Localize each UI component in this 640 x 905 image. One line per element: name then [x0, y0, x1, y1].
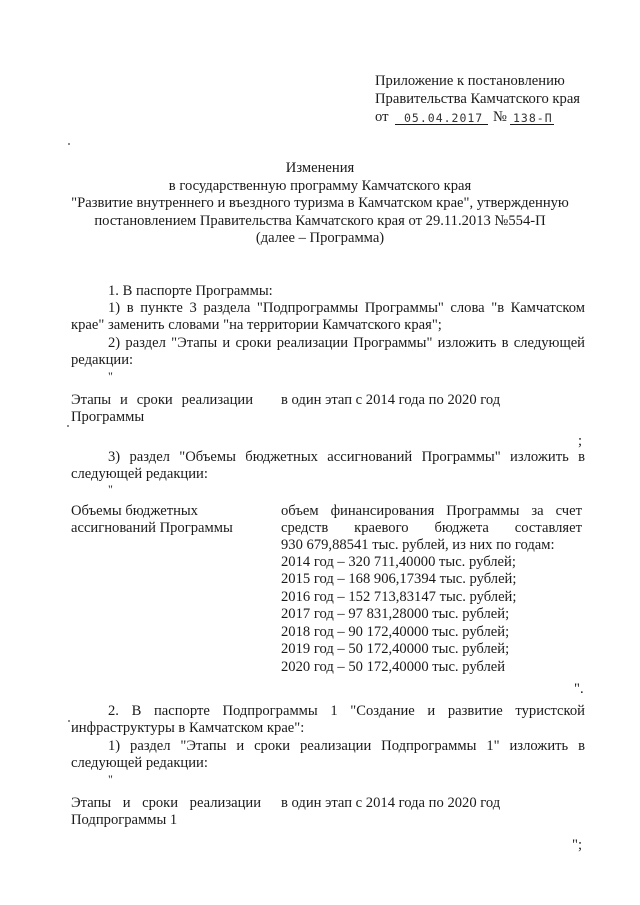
- close-3: ";: [572, 837, 583, 853]
- table2-right-line3: 930 679,88541 тыс. рублей, из них по годам:: [281, 537, 555, 553]
- quote-open-1: ": [108, 369, 113, 383]
- year-row-2016: 2016 год – 152 713,83147 тыс. рублей;: [281, 589, 517, 605]
- section1-item1-line1: 1) в пункте 3 раздела "Подпрограммы Программы" слова "в Камчатском: [108, 300, 585, 316]
- year-row-2019: 2019 год – 50 172,40000 тыс. рублей;: [281, 641, 510, 657]
- table3-right: в один этап с 2014 года по 2020 год: [281, 795, 501, 811]
- number-underline: [510, 124, 554, 125]
- close-1: ;: [578, 433, 583, 449]
- quote-open-2: ": [108, 482, 113, 496]
- table2-left-line2: ассигнований Программы: [71, 520, 233, 536]
- appendix-header-line1: Приложение к постановлению: [375, 73, 565, 89]
- table1-left-line2: Программы: [71, 409, 145, 425]
- table3-left-line2: Подпрограммы 1: [71, 812, 178, 828]
- year-row-2014: 2014 год – 320 711,40000 тыс. рублей;: [281, 554, 516, 570]
- year-row-2020: 2020 год – 50 172,40000 тыс. рублей: [281, 659, 506, 675]
- appendix-header-line2: Правительства Камчатского края: [375, 91, 581, 107]
- scan-speck: [68, 143, 70, 145]
- section2-line1: 2. В паспорте Подпрограммы 1 "Создание и развитие туристской: [108, 703, 585, 719]
- table3-left-line1: Этапы и сроки реализации: [71, 795, 261, 811]
- appendix-date-prefix: от: [375, 109, 389, 125]
- appendix-number-prefix: №: [493, 109, 507, 125]
- title-line3: "Развитие внутреннего и въездного туризма в Камчатском крае", утвержденную: [71, 195, 569, 211]
- table2-left-line1: Объемы бюджетных: [71, 503, 198, 519]
- scan-speck: [68, 720, 70, 722]
- appendix-number-value: 138-П: [513, 111, 553, 125]
- title-line4: постановлением Правительства Камчатского края от 29.11.2013 №554-П: [94, 213, 546, 229]
- close-2: ".: [574, 681, 584, 697]
- section1-item1-line2: крае" заменить словами "на территории Камчатского края";: [71, 317, 442, 333]
- year-row-2017: 2017 год – 97 831,28000 тыс. рублей;: [281, 606, 510, 622]
- appendix-date-value: 05.04.2017: [404, 111, 484, 125]
- title-line2: в государственную программу Камчатского края: [168, 178, 472, 194]
- scan-speck: [67, 425, 69, 427]
- table2-right-line1: объем финансирования Программы за счет: [281, 503, 582, 519]
- table2-right-line2: средств краевого бюджета составляет: [281, 520, 582, 536]
- table1-left-line1: Этапы и сроки реализации: [71, 392, 253, 408]
- section1-item2-line2: редакции:: [71, 352, 134, 368]
- section1-item3-line2: следующей редакции:: [71, 466, 208, 482]
- section1-item3-line1: 3) раздел "Объемы бюджетных ассигнований Программы" изложить в: [108, 449, 585, 465]
- year-row-2015: 2015 год – 168 906,17394 тыс. рублей;: [281, 571, 517, 587]
- title-line1: Изменения: [285, 160, 355, 176]
- date-underline: [395, 124, 488, 125]
- section2-item1-line1: 1) раздел "Этапы и сроки реализации Подпрограммы 1" изложить в: [108, 738, 585, 754]
- section2-line2: инфраструктуры в Камчатском крае":: [71, 720, 305, 736]
- table1-right: в один этап с 2014 года по 2020 год: [281, 392, 501, 408]
- section1-item2-line1: 2) раздел "Этапы и сроки реализации Программы" изложить в следующей: [108, 335, 585, 351]
- title-line5: (далее – Программа): [255, 230, 385, 246]
- section1-heading: 1. В паспорте Программы:: [108, 283, 273, 299]
- year-row-2018: 2018 год – 90 172,40000 тыс. рублей;: [281, 624, 510, 640]
- quote-open-3: ": [108, 772, 113, 786]
- section2-item1-line2: следующей редакции:: [71, 755, 208, 771]
